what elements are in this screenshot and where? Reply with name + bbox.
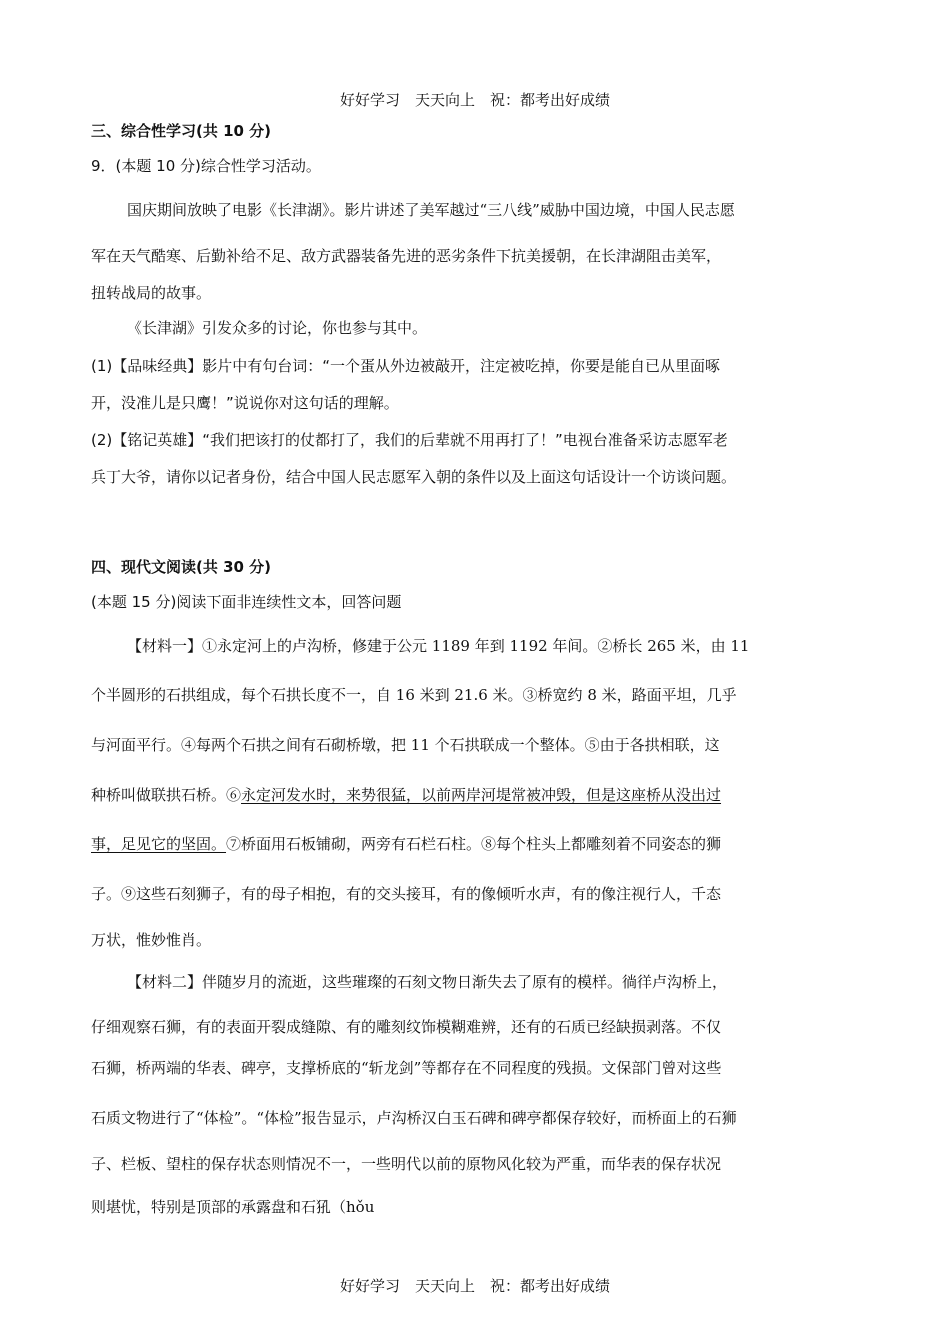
material-2-line-3: 石狮，桥两端的华表、碑亭，支撑桥底的“斩龙剑”等都存在不同程度的残损。文保部门曾对这些 [91,1059,722,1077]
section-4-instruction: (本题 15 分)阅读下面非连续性文本，回答问题 [91,593,402,611]
section-4-title: 四、现代文阅读(共 30 分) [91,558,272,576]
q2-line-2: 兵丁大爷，请你以记者身份，结合中国人民志愿军入朝的条件以及上面这句话设计一个访谈问题。 [91,468,737,486]
material-1-line-7: 万状，惟妙惟肖。 [91,931,212,949]
intro-line-3: 扭转战局的故事。 [91,284,212,302]
section-3-title: 三、综合性学习(共 10 分) [91,122,272,140]
page-header: 好好学习 天天向上 祝：都考出好成绩 [339,91,610,109]
material-2-line-1: 【材料二】伴随岁月的流逝，这些璀璨的石刻文物日渐失去了原有的模样。徜徉卢沟桥上， [127,973,728,991]
material-1-text: 种桥叫做联拱石桥。⑥ [91,786,242,804]
q1-line-1: (1)【品味经典】影片中有句台词：“一个蛋从外边被敲开，注定被吃掉，你要是能自已从里面啄 [91,357,721,375]
material-2-line-6: 则堪忧，特别是顶部的承露盘和石犼（hǒu [91,1198,375,1216]
material-1-line-5 [91,834,721,854]
material-1-line-3: 与河面平行。④每两个石拱之间有石砌桥墩，把 11 个石拱联成一个整体。⑤由于各拱相联，这 [91,736,720,754]
q2-line-1: (2)【铭记英雄】“我们把该打的仗都打了，我们的后辈就不用再打了！”电视台准备采访志愿军老 [91,431,728,449]
underlined-sentence-part-2: 事，足见它的坚固。 [91,835,227,853]
q1-line-2: 开，没准儿是只鹰！”说说你对这句话的理解。 [91,394,399,412]
material-1-line-6: 子。⑨这些石刻狮子，有的母子相抱，有的交头接耳，有的像倾听水声，有的像注视行人，千态 [91,885,722,903]
material-1-line-2: 个半圆形的石拱组成，每个石拱长度不一，自 16 米到 21.6 米。③桥宽约 8 米，路面平坦，几乎 [91,686,737,704]
intro-line-1: 国庆期间放映了电影《长津湖》。影片讲述了美军越过“三八线”威胁中国边境，中国人民志愿 [127,201,735,219]
material-2-line-4: 石质文物进行了“体检”。“体检”报告显示，卢沟桥汉白玉石碑和碑亭都保存较好，而桥面上的石狮 [91,1109,737,1127]
underlined-sentence-part-1: 永定河发水时，来势很猛，以前两岸河堤常被冲毁，但是这座桥从没出过 [241,786,722,804]
question-9: 9．(本题 10 分)综合性学习活动。 [91,157,321,175]
material-2-line-2: 仔细观察石狮，有的表面开裂成缝隙、有的雕刻纹饰模糊难辨，还有的石质已经缺损剥落。不仅 [91,1018,722,1036]
material-1-line-1: 【材料一】①永定河上的卢沟桥，修建于公元 1189 年到 1192 年间。②桥长 265 米，由 11 [127,637,750,655]
material-1-line-4 [91,785,721,805]
page-footer: 好好学习 天天向上 祝：都考出好成绩 [339,1277,610,1295]
material-1-text: ⑦桥面用石板铺砌，两旁有石栏石柱。⑧每个柱头上都雕刻着不同姿态的狮 [226,835,722,853]
discussion-line: 《长津湖》引发众多的讨论，你也参与其中。 [127,319,428,337]
intro-line-2: 军在天气酷寒、后勤补给不足、敌方武器装备先进的恶劣条件下抗美援朝，在长津湖阻击美军， [91,247,722,265]
material-2-line-5: 子、栏板、望柱的保存状态则情况不一，一些明代以前的原物风化较为严重，而华表的保存状况 [91,1155,722,1173]
